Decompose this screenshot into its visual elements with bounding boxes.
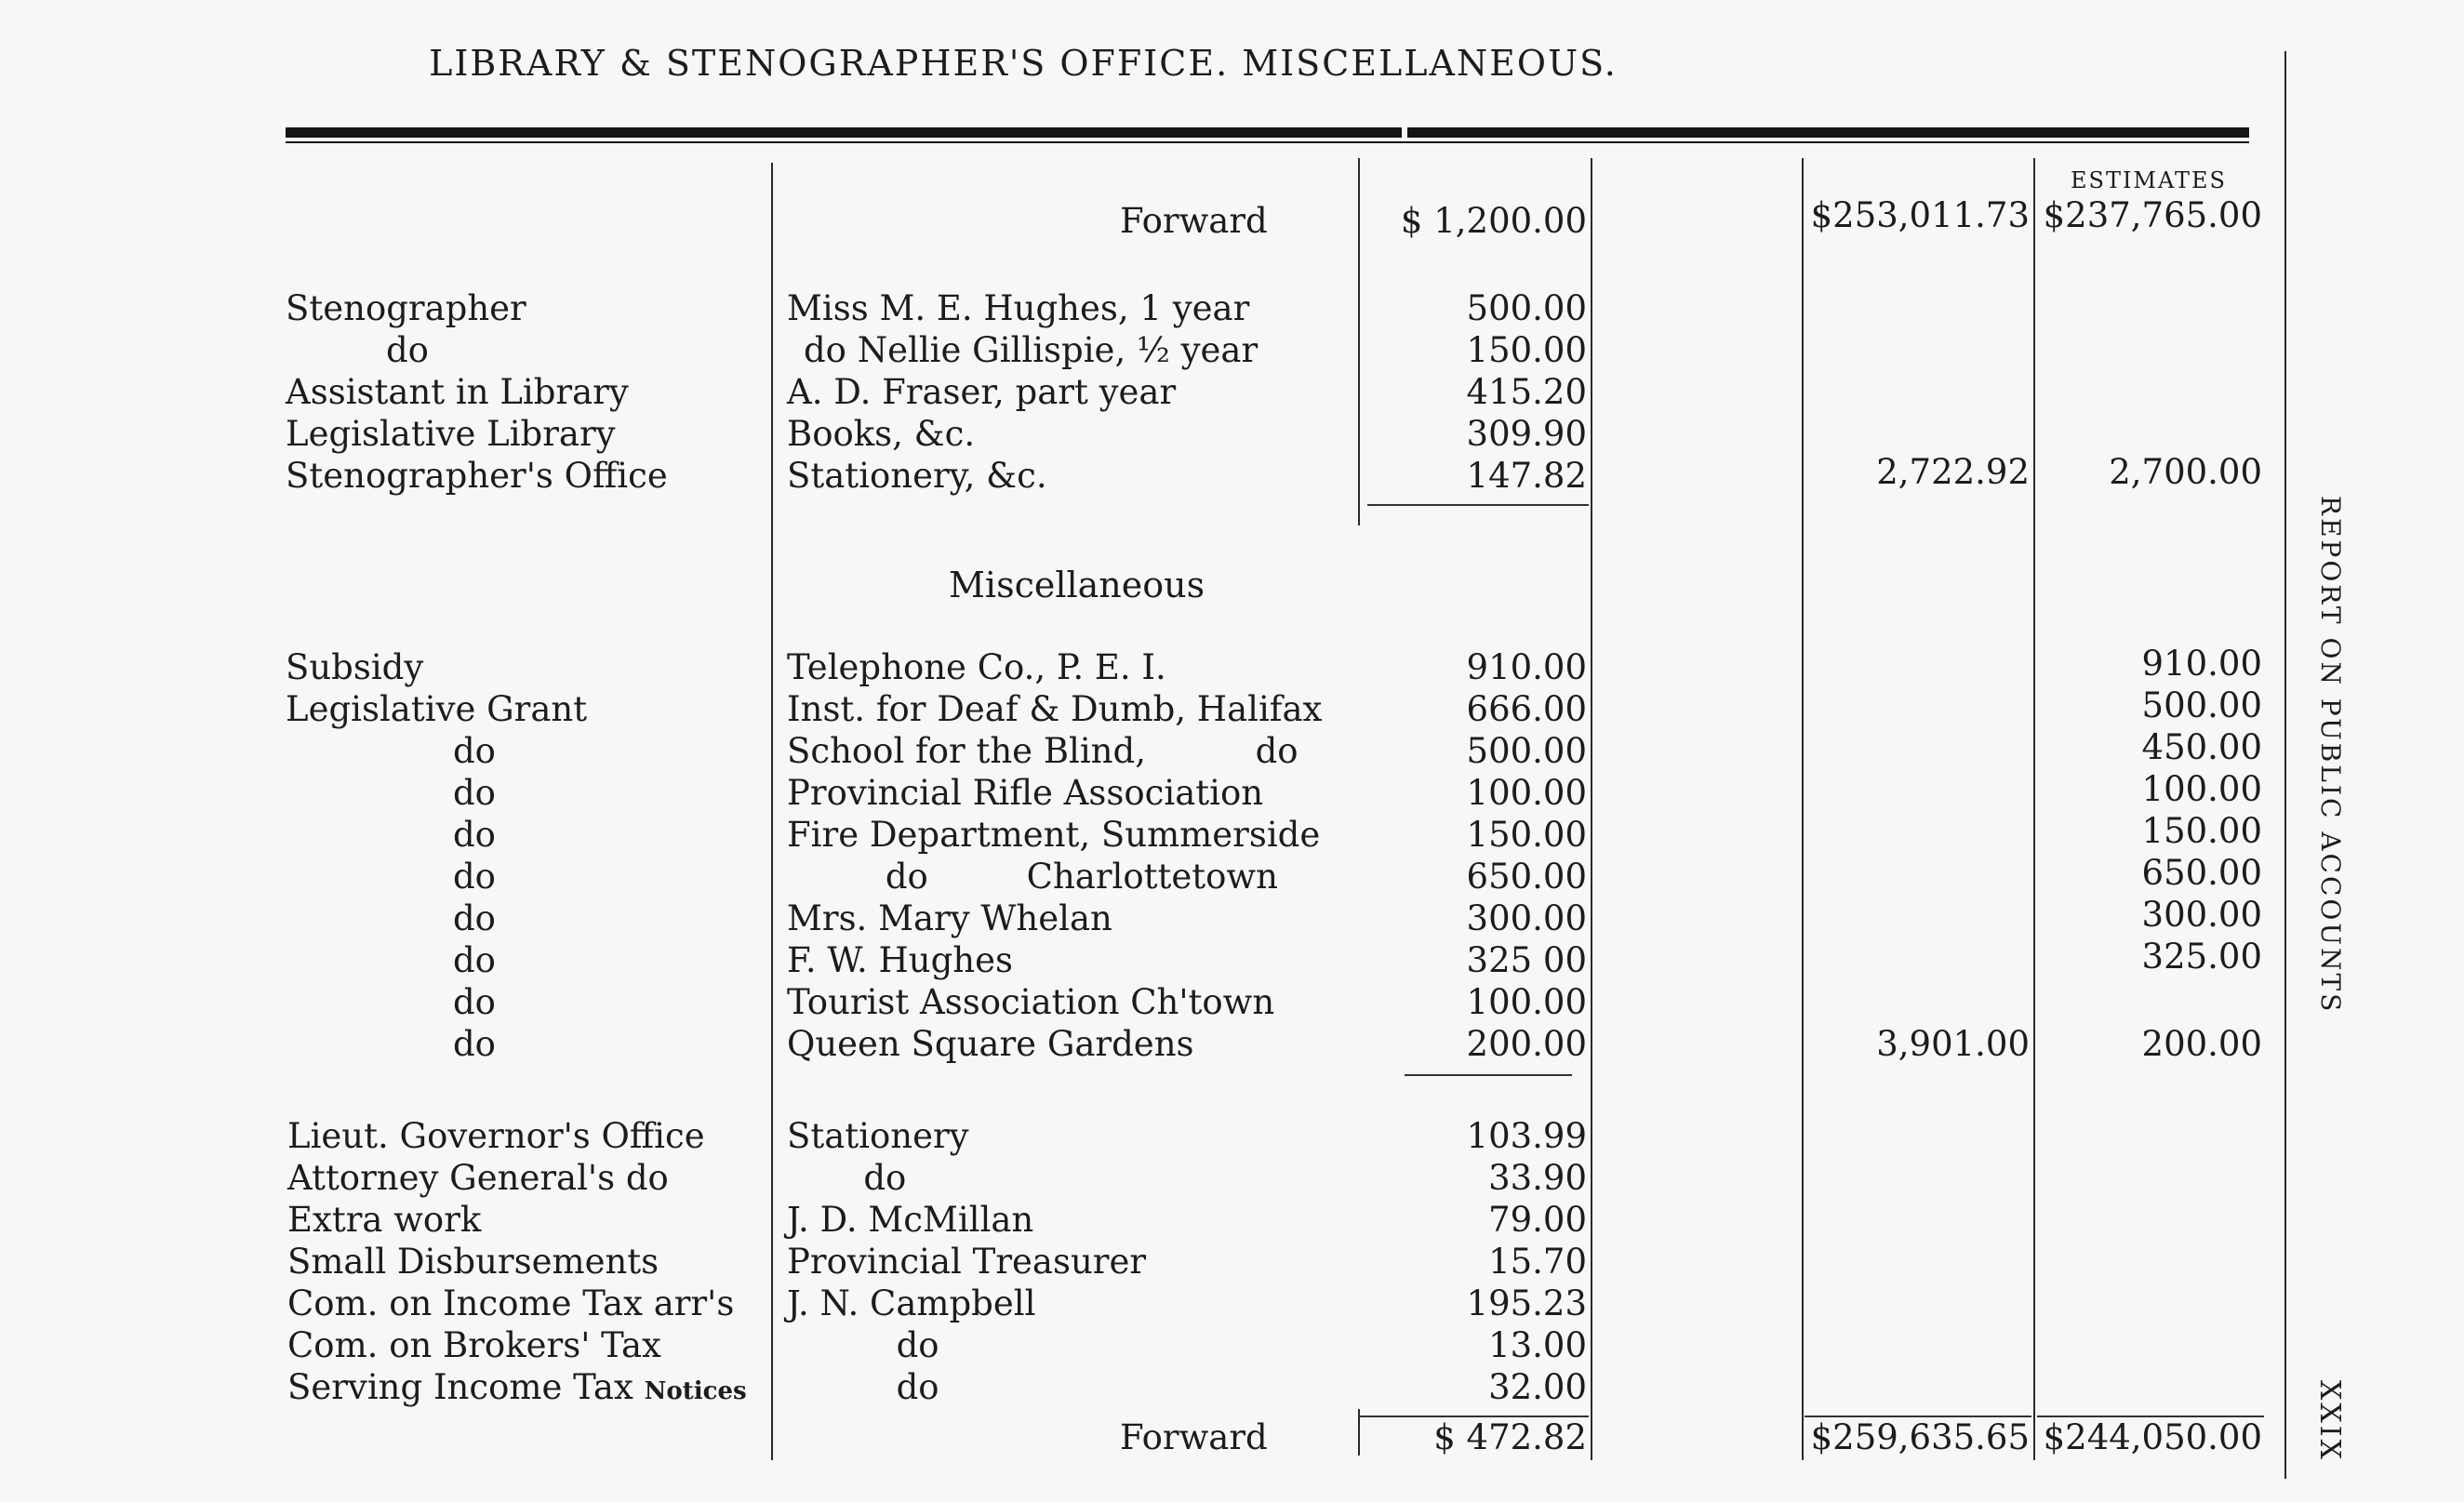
library-amount-2: 415.20 — [1466, 372, 1587, 412]
library-item-0: Stenographer — [286, 288, 526, 328]
library-item-1: do — [386, 330, 429, 370]
forward-top-estimate: $237,765.00 — [2043, 195, 2262, 235]
office-item-6 — [287, 1367, 747, 1412]
misc-estimate-7: 325.00 — [2141, 937, 2262, 977]
library-item-3: Legislative Library — [286, 414, 616, 454]
misc-amount-8: 100.00 — [1466, 982, 1587, 1022]
misc-estimate-0: 910.00 — [2141, 644, 2262, 684]
office-amount-0: 103.99 — [1466, 1116, 1587, 1156]
office-amount-6: 32.00 — [1488, 1367, 1587, 1407]
misc-item-1: Legislative Grant — [286, 689, 588, 729]
misc-payee-8: Tourist Association Ch'town — [787, 982, 1275, 1022]
misc-payee-6: Mrs. Mary Whelan — [787, 898, 1112, 938]
forward-bottom-total: $259,635.65 — [1810, 1417, 2030, 1457]
office-payee-1: do — [787, 1158, 907, 1198]
forward-bottom-estimate: $244,050.00 — [2043, 1417, 2262, 1457]
library-amount-3: 309.90 — [1466, 414, 1587, 454]
library-payee-3: Books, &c. — [787, 414, 976, 454]
page-title: LIBRARY & STENOGRAPHER'S OFFICE. MISCELLANEOUS. — [429, 43, 1618, 84]
misc-subtotal-rule — [1405, 1074, 1572, 1076]
misc-item-4: do — [453, 815, 496, 855]
misc-item-0: Subsidy — [286, 647, 424, 687]
misc-amount-4: 150.00 — [1466, 815, 1587, 855]
misc-payee-7: F. W. Hughes — [787, 940, 1014, 980]
misc-estimate-9: 200.00 — [2141, 1024, 2262, 1064]
office-item-1: Attorney General's do — [287, 1158, 669, 1198]
office-item-4: Com. on Income Tax arr's — [287, 1283, 735, 1323]
right-margin-line — [2284, 51, 2286, 1479]
misc-payee-9: Queen Square Gardens — [787, 1024, 1194, 1064]
column-divider-item-payee — [771, 163, 773, 1460]
library-payee-0: Miss M. E. Hughes, 1 year — [787, 288, 1250, 328]
misc-payee-3: Provincial Rifle Association — [787, 773, 1264, 813]
library-payee-2: A. D. Fraser, part year — [787, 372, 1177, 412]
office-amount-3: 15.70 — [1488, 1242, 1587, 1282]
misc-amount-1: 666.00 — [1466, 689, 1587, 729]
forward-top-label: Forward — [1120, 201, 1268, 241]
misc-item-6: do — [453, 898, 496, 938]
office-item-6-main: Serving Income Tax — [287, 1367, 633, 1407]
misc-item-3: do — [453, 773, 496, 813]
header-rule-right — [1407, 127, 2249, 138]
library-item-4: Stenographer's Office — [286, 456, 668, 496]
library-payee-4: Stationery, &c. — [787, 456, 1047, 496]
forward-bottom-amount: $ 472.82 — [1433, 1417, 1587, 1457]
library-total: 2,722.92 — [1876, 452, 2030, 492]
misc-estimate-5: 650.00 — [2141, 853, 2262, 893]
forward-bottom-label: Forward — [1120, 1417, 1268, 1457]
misc-payee-4: Fire Department, Summerside — [787, 815, 1321, 855]
column-divider-payee-amount — [1358, 158, 1360, 525]
misc-estimate-2: 450.00 — [2141, 727, 2262, 767]
office-item-2: Extra work — [287, 1200, 482, 1240]
misc-estimate-4: 150.00 — [2141, 811, 2262, 851]
office-payee-4: J. N. Campbell — [787, 1283, 1036, 1323]
misc-heading: Miscellaneous — [949, 565, 1205, 605]
column-divider-amount — [1591, 158, 1592, 1460]
library-amount-0: 500.00 — [1466, 288, 1587, 328]
forward-top-total: $253,011.73 — [1810, 195, 2030, 235]
office-amount-2: 79.00 — [1488, 1200, 1587, 1240]
misc-item-5: do — [453, 857, 496, 897]
misc-payee-2: School for the Blind, do — [787, 731, 1299, 771]
office-amount-1: 33.90 — [1488, 1158, 1587, 1198]
misc-amount-2: 500.00 — [1466, 731, 1587, 771]
page-number: XXIX — [2313, 1380, 2346, 1462]
library-amount-4: 147.82 — [1466, 456, 1587, 496]
library-amount-1: 150.00 — [1466, 330, 1587, 370]
misc-payee-5: do Charlottetown — [787, 857, 1278, 897]
office-payee-5: do — [787, 1325, 939, 1365]
office-payee-0: Stationery — [787, 1116, 969, 1156]
misc-item-9: do — [453, 1024, 496, 1064]
misc-amount-9: 200.00 — [1466, 1024, 1587, 1064]
misc-item-2: do — [453, 731, 496, 771]
office-amount-5: 13.00 — [1488, 1325, 1587, 1365]
misc-estimate-3: 100.00 — [2141, 769, 2262, 809]
library-subtotal-rule — [1367, 504, 1589, 506]
misc-item-8: do — [453, 982, 496, 1022]
misc-estimate-1: 500.00 — [2141, 685, 2262, 725]
misc-amount-3: 100.00 — [1466, 773, 1587, 813]
office-amount-4: 195.23 — [1466, 1283, 1587, 1323]
office-payee-6: do — [787, 1367, 939, 1407]
misc-payee-0: Telephone Co., P. E. I. — [787, 647, 1166, 687]
column-divider-estimate — [2033, 158, 2035, 1460]
misc-amount-5: 650.00 — [1466, 857, 1587, 897]
estimates-label: ESTIMATES — [2070, 167, 2227, 193]
office-item-0: Lieut. Governor's Office — [287, 1116, 705, 1156]
office-item-6-small: Notices — [644, 1377, 747, 1405]
library-payee-1: do Nellie Gillispie, ½ year — [804, 330, 1259, 370]
misc-amount-7: 325 00 — [1466, 940, 1587, 980]
header-rule-thin — [286, 141, 2249, 143]
misc-payee-1: Inst. for Deaf & Dumb, Halifax — [787, 689, 1323, 729]
misc-item-7: do — [453, 940, 496, 980]
library-estimate: 2,700.00 — [2109, 452, 2262, 492]
forward-top-amount: $ 1,200.00 — [1400, 201, 1587, 241]
column-divider-total — [1802, 158, 1804, 1460]
library-item-2: Assistant in Library — [286, 372, 629, 412]
misc-estimate-6: 300.00 — [2141, 895, 2262, 935]
header-rule-left — [286, 127, 1402, 138]
office-item-5: Com. on Brokers' Tax — [287, 1325, 661, 1365]
office-payee-3: Provincial Treasurer — [787, 1242, 1147, 1282]
misc-amount-6: 300.00 — [1466, 898, 1587, 938]
report-sidebar-label: REPORT ON PUBLIC ACCOUNTS — [2315, 496, 2346, 1015]
misc-total: 3,901.00 — [1876, 1024, 2030, 1064]
office-payee-2: J. D. McMillan — [787, 1200, 1034, 1240]
misc-amount-0: 910.00 — [1466, 647, 1587, 687]
office-item-3: Small Disbursements — [287, 1242, 659, 1282]
